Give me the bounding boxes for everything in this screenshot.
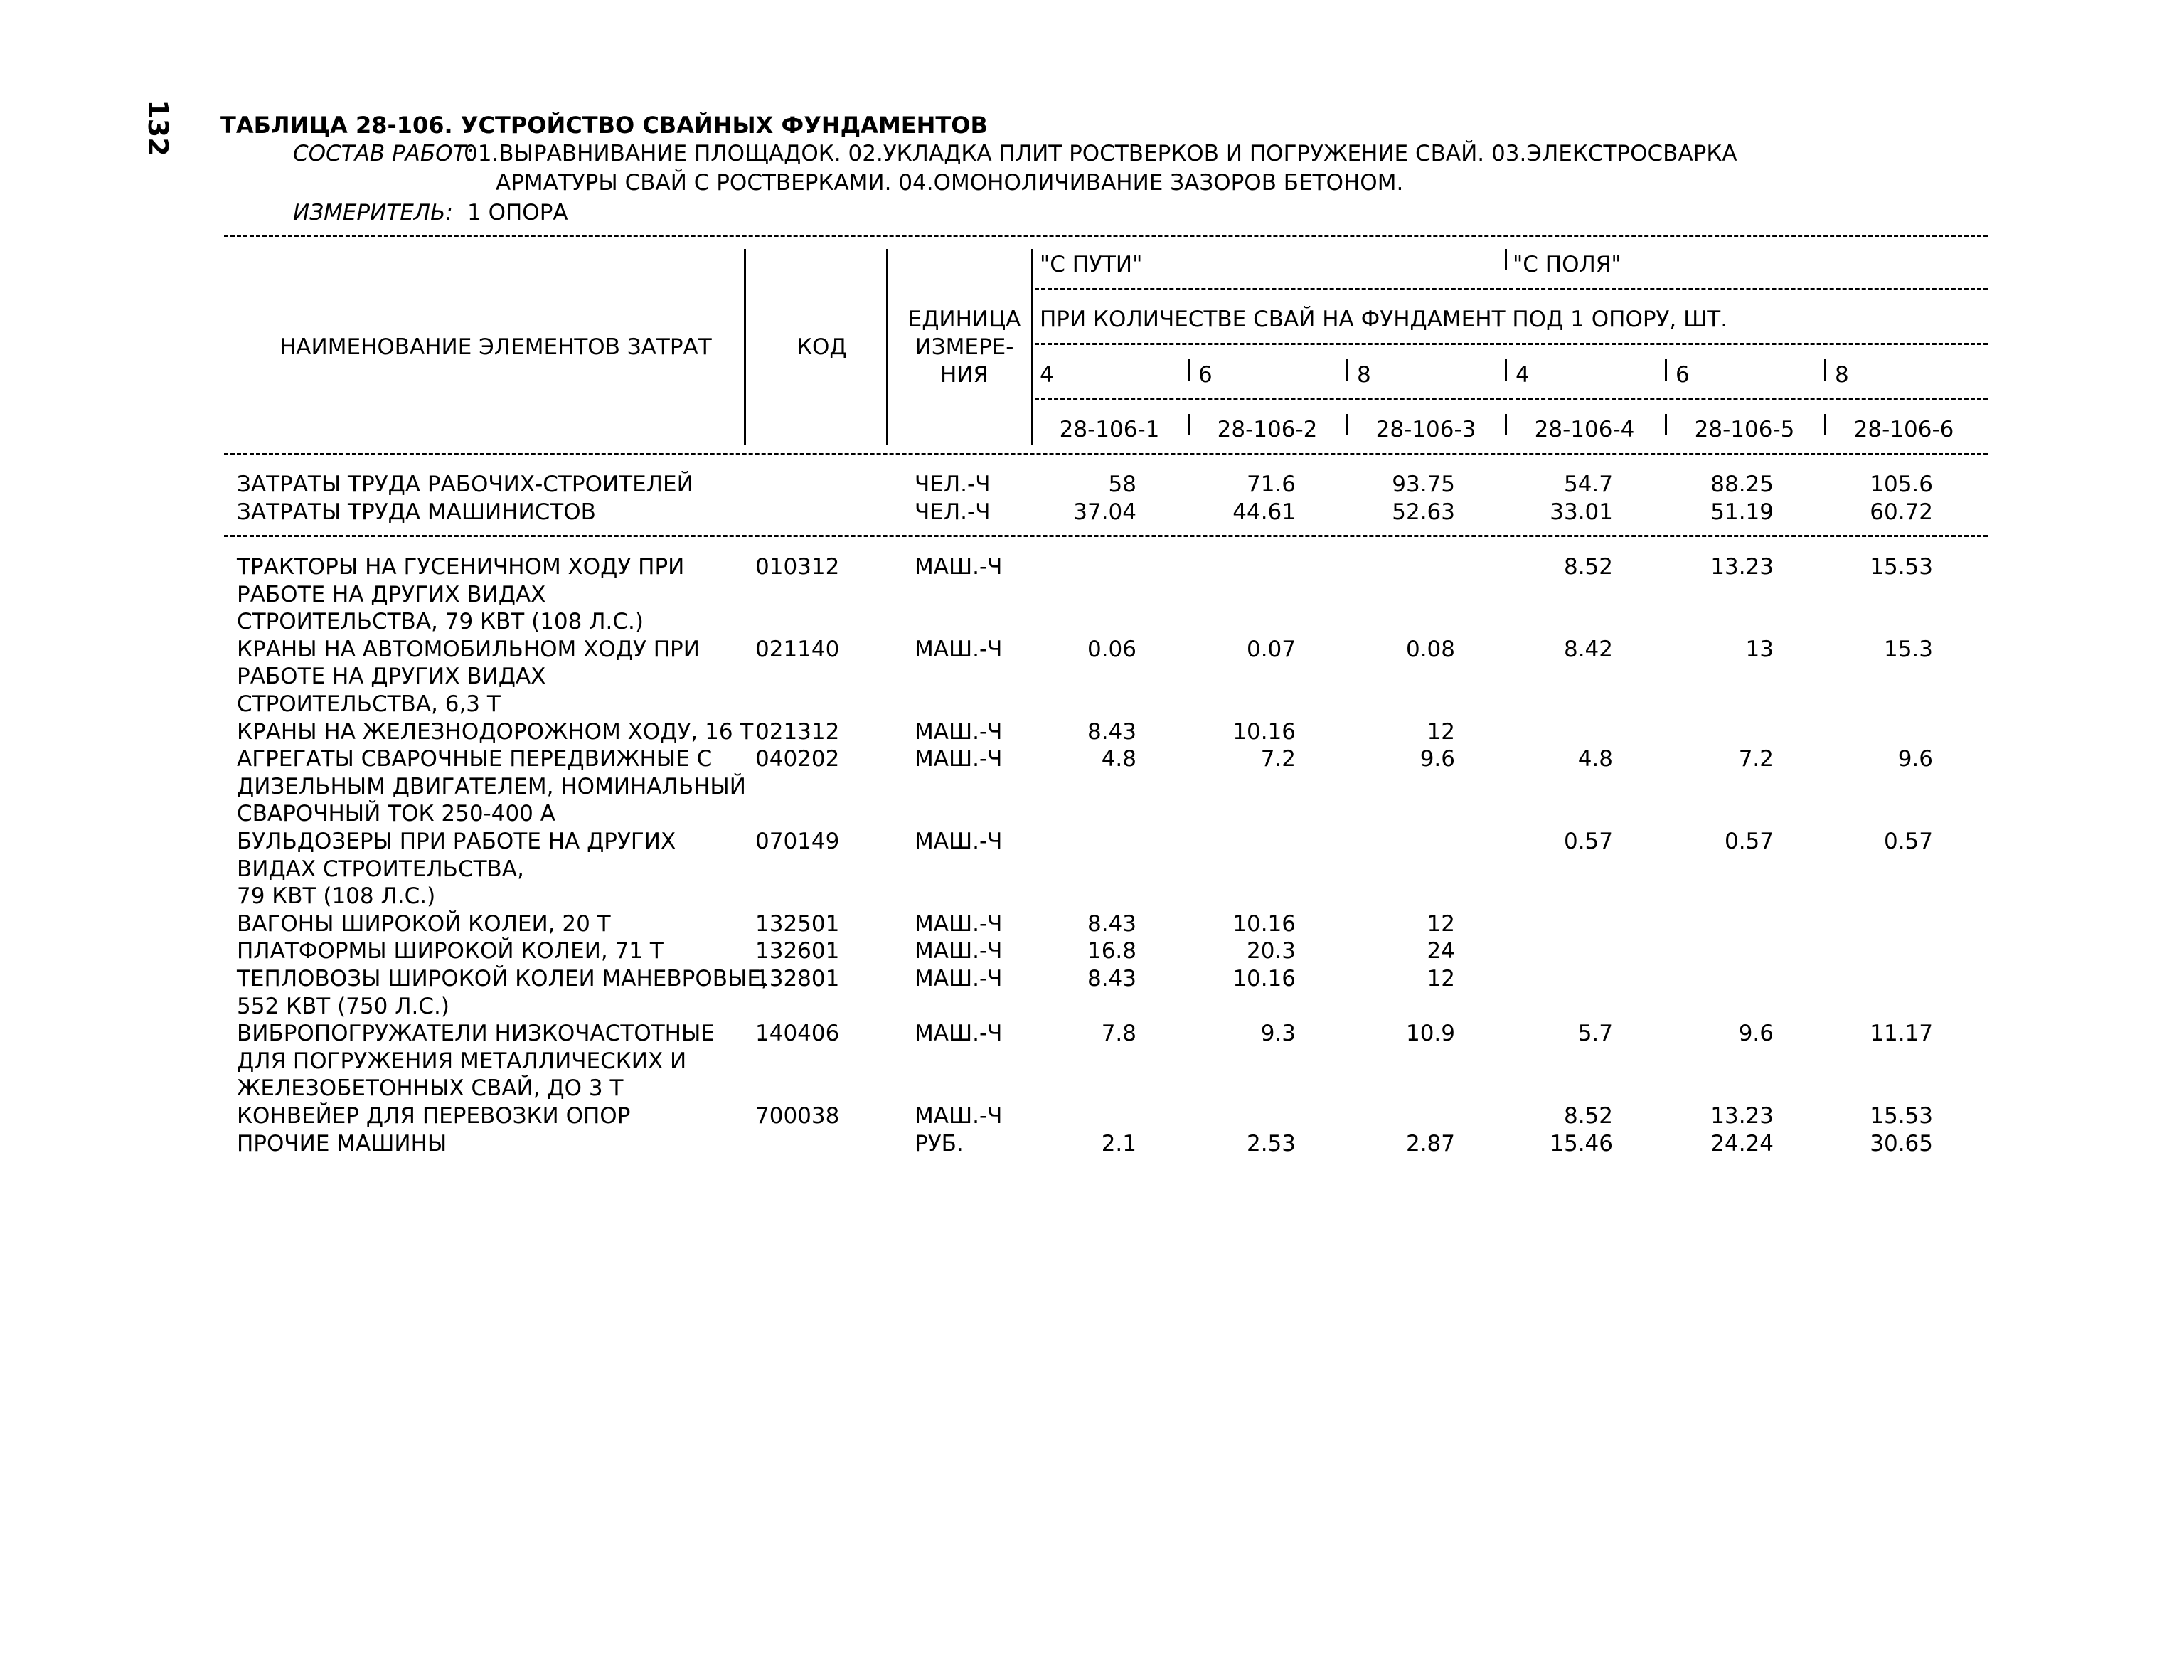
row-code: 132601: [755, 938, 840, 964]
unit-label: ИЗМЕРИТЕЛЬ:: [293, 200, 453, 225]
row-value: 12: [1427, 718, 1455, 745]
row-value: 7.8: [1101, 1021, 1136, 1047]
row-value: 15.53: [1870, 554, 1933, 580]
header-bottom-rule: [224, 453, 1988, 455]
row-code: 700038: [755, 1103, 840, 1129]
row-name-line: КОНВЕЙЕР ДЛЯ ПЕРЕВОЗКИ ОПОР: [237, 1103, 631, 1129]
row-value: 33.01: [1550, 499, 1613, 525]
count-divider-4: [1505, 359, 1507, 381]
row-unit: МАШ.-Ч: [915, 1103, 1003, 1129]
row-value: 20.3: [1246, 938, 1296, 964]
row-code: 021312: [755, 718, 840, 745]
row-value: 30.65: [1870, 1130, 1933, 1157]
row-value: 0.06: [1087, 636, 1136, 662]
row-value: 7.2: [1260, 746, 1296, 772]
row-name-line: КРАНЫ НА ЖЕЛЕЗНОДОРОЖНОМ ХОДУ, 16 Т: [237, 718, 754, 745]
unit-value: 1 ОПОРА: [467, 200, 568, 225]
composition-label: СОСТАВ РАБОТ:: [293, 141, 474, 166]
row-value: 52.63: [1392, 499, 1455, 525]
row-value: 4.8: [1577, 746, 1613, 772]
row-name: ЗАТРАТЫ ТРУДА РАБОЧИХ-СТРОИТЕЛЕЙ: [237, 472, 693, 497]
row-unit: ЧЕЛ.-Ч: [915, 472, 991, 497]
row-value: 51.19: [1710, 499, 1774, 525]
table-title: ТАБЛИЦА 28-106. УСТРОЙСТВО СВАЙНЫХ ФУНДАМЕНТОВ: [220, 112, 988, 139]
row-value: 15.46: [1550, 1130, 1613, 1157]
row-name-line: СТРОИТЕЛЬСТВА, 79 КВТ (108 Л.С.): [237, 609, 644, 635]
row-code: 070149: [755, 829, 840, 854]
row-value: 10.16: [1232, 718, 1296, 745]
pile-count: 4: [1516, 362, 1530, 388]
row-name-line: ДИЗЕЛЬНЫМ ДВИГАТЕЛЕМ, НОМИНАЛЬНЫЙ: [237, 773, 746, 799]
row-name-line: ТРАКТОРЫ НА ГУСЕНИЧНОМ ХОДУ ПРИ: [237, 554, 685, 580]
row-name-line: СВАРОЧНЫЙ ТОК 250-400 А: [237, 801, 555, 827]
row-value: 71.6: [1246, 472, 1296, 497]
row-value: 7.2: [1738, 746, 1774, 772]
row-unit: МАШ.-Ч: [915, 636, 1003, 662]
row-unit: РУБ.: [915, 1130, 964, 1157]
pile-count: 4: [1040, 362, 1054, 388]
row-value: 58: [1108, 472, 1136, 497]
row-name-line: БУЛЬДОЗЕРЫ ПРИ РАБОТЕ НА ДРУГИХ: [237, 829, 676, 854]
row-name: ЗАТРАТЫ ТРУДА МАШИНИСТОВ: [237, 499, 596, 525]
header-code-col: КОД: [797, 334, 847, 360]
count-divider-5: [1665, 359, 1667, 381]
row-value: 15.53: [1870, 1103, 1933, 1129]
row-code: 132801: [755, 966, 840, 991]
row-value: 13: [1745, 636, 1774, 662]
composition-line-1: 01.ВЫРАВНИВАНИЕ ПЛОЩАДОК. 02.УКЛАДКА ПЛИТ РОСТВЕРКОВ И ПОГРУЖЕНИЕ СВАЙ. 03.ЭЛЕКСТРОСВАРКА: [464, 141, 1737, 166]
row-name-line: ВИБРОПОГРУЖАТЕЛИ НИЗКОЧАСТОТНЫЕ: [237, 1021, 715, 1047]
piles-label: ПРИ КОЛИЧЕСТВЕ СВАЙ НА ФУНДАМЕНТ ПОД 1 ОПОРУ, ШТ.: [1040, 307, 1728, 332]
pile-count: 8: [1835, 362, 1849, 388]
row-unit: ЧЕЛ.-Ч: [915, 499, 991, 525]
row-value: 0.57: [1883, 829, 1933, 854]
row-value: 0.57: [1563, 829, 1613, 854]
pile-count: 6: [1198, 362, 1213, 388]
row-value: 15.3: [1883, 636, 1933, 662]
row-value: 24: [1427, 938, 1455, 964]
row-value: 12: [1427, 910, 1455, 937]
col-divider-name: [744, 249, 746, 445]
row-code: 132501: [755, 910, 840, 937]
row-unit: МАШ.-Ч: [915, 554, 1003, 580]
row-value: 8.52: [1563, 1103, 1613, 1129]
row-value: 13.23: [1710, 554, 1774, 580]
col-divider-code: [886, 249, 888, 445]
row-value: 5.7: [1577, 1021, 1613, 1047]
labor-bottom-rule: [224, 535, 1988, 537]
row-value: 37.04: [1073, 499, 1136, 525]
row-value: 16.8: [1087, 938, 1136, 964]
row-unit: МАШ.-Ч: [915, 938, 1003, 964]
row-value: 0.07: [1246, 636, 1296, 662]
page-number: 132: [142, 100, 174, 156]
row-value: 2.1: [1101, 1130, 1136, 1157]
header-unit-col-2: ИЗМЕРЕ-: [915, 334, 1014, 360]
header-unit-col-3: НИЯ: [939, 362, 989, 388]
composition-line-2: АРМАТУРЫ СВАЙ С РОСТВЕРКАМИ. 04.ОМОНОЛИЧИВАНИЕ ЗАЗОРОВ БЕТОНОМ.: [496, 170, 1404, 196]
row-unit: МАШ.-Ч: [915, 829, 1003, 854]
table-top-rule: [224, 235, 1988, 237]
row-value: 8.43: [1087, 966, 1136, 991]
norm-code: 28-106-6: [1853, 417, 1954, 442]
count-divider-3: [1346, 359, 1348, 381]
norm-code: 28-106-3: [1375, 417, 1476, 442]
row-value: 13.23: [1710, 1103, 1774, 1129]
row-name-line: РАБОТЕ НА ДРУГИХ ВИДАХ: [237, 664, 546, 690]
norm-code: 28-106-4: [1534, 417, 1635, 442]
row-value: 11.17: [1870, 1021, 1933, 1047]
row-name-line: КРАНЫ НА АВТОМОБИЛЬНОМ ХОДУ ПРИ: [237, 636, 700, 662]
row-value: 8.52: [1563, 554, 1613, 580]
count-divider-2: [1188, 359, 1190, 381]
row-value: 8.43: [1087, 910, 1136, 937]
norm-code: 28-106-1: [1059, 417, 1160, 442]
row-value: 105.6: [1870, 472, 1933, 497]
row-code: 010312: [755, 554, 840, 580]
row-value: 4.8: [1101, 746, 1136, 772]
row-name-line: 79 КВТ (108 Л.С.): [237, 883, 436, 910]
row-value: 8.42: [1563, 636, 1613, 662]
row-unit: МАШ.-Ч: [915, 746, 1003, 772]
row-value: 9.6: [1419, 746, 1455, 772]
row-value: 0.57: [1724, 829, 1774, 854]
row-unit: МАШ.-Ч: [915, 718, 1003, 745]
row-value: 93.75: [1392, 472, 1455, 497]
row-value: 88.25: [1710, 472, 1774, 497]
col-divider-unit: [1031, 249, 1033, 445]
group-rule: [1035, 288, 1988, 290]
row-value: 8.43: [1087, 718, 1136, 745]
row-unit: МАШ.-Ч: [915, 1021, 1003, 1047]
pile-count: 8: [1357, 362, 1371, 388]
row-value: 24.24: [1710, 1130, 1774, 1157]
count-divider-6: [1824, 359, 1826, 381]
pile-count: 6: [1676, 362, 1690, 388]
row-value: 0.08: [1405, 636, 1455, 662]
row-value: 44.61: [1232, 499, 1296, 525]
row-value: 9.6: [1897, 746, 1933, 772]
row-unit: МАШ.-Ч: [915, 966, 1003, 991]
group-path-label: "С ПУТИ": [1040, 252, 1143, 277]
row-value: 12: [1427, 966, 1455, 991]
row-name-line: ДЛЯ ПОГРУЖЕНИЯ МЕТАЛЛИЧЕСКИХ И: [237, 1048, 687, 1074]
header-unit-col-1: ЕДИНИЦА: [907, 307, 1021, 332]
row-value: 10.9: [1405, 1021, 1455, 1047]
row-code: 140406: [755, 1021, 840, 1047]
row-name-line: РАБОТЕ НА ДРУГИХ ВИДАХ: [237, 581, 546, 607]
row-value: 9.3: [1260, 1021, 1296, 1047]
norm-code: 28-106-5: [1694, 417, 1795, 442]
piles-rule: [1035, 343, 1988, 345]
norm-code: 28-106-2: [1217, 417, 1318, 442]
row-name-line: ПРОЧИЕ МАШИНЫ: [237, 1130, 447, 1157]
group-divider: [1505, 249, 1507, 270]
row-value: 60.72: [1870, 499, 1933, 525]
row-name-line: ТЕПЛОВОЗЫ ШИРОКОЙ КОЛЕИ МАНЕВРОВЫЕ,: [237, 966, 768, 991]
row-name-line: 552 КВТ (750 Л.С.): [237, 993, 449, 1019]
group-field-label: "С ПОЛЯ": [1513, 252, 1621, 277]
row-code: 040202: [755, 746, 840, 772]
row-name-line: СТРОИТЕЛЬСТВА, 6,3 Т: [237, 691, 501, 717]
row-code: 021140: [755, 636, 840, 662]
row-value: 2.53: [1246, 1130, 1296, 1157]
row-value: 9.6: [1738, 1021, 1774, 1047]
row-name-line: ВАГОНЫ ШИРОКОЙ КОЛЕИ, 20 Т: [237, 910, 611, 937]
row-value: 10.16: [1232, 910, 1296, 937]
row-name-line: АГРЕГАТЫ СВАРОЧНЫЕ ПЕРЕДВИЖНЫЕ С: [237, 746, 713, 772]
row-name-line: ЖЕЛЕЗОБЕТОННЫХ СВАЙ, ДО 3 Т: [237, 1075, 624, 1102]
counts-rule: [1035, 398, 1988, 400]
row-value: 2.87: [1405, 1130, 1455, 1157]
row-name-line: ВИДАХ СТРОИТЕЛЬСТВА,: [237, 856, 524, 882]
row-unit: МАШ.-Ч: [915, 910, 1003, 937]
row-name-line: ПЛАТФОРМЫ ШИРОКОЙ КОЛЕИ, 71 Т: [237, 938, 664, 964]
row-value: 54.7: [1563, 472, 1613, 497]
header-name-col: НАИМЕНОВАНИЕ ЭЛЕМЕНТОВ ЗАТРАТ: [279, 334, 712, 360]
row-value: 10.16: [1232, 966, 1296, 991]
